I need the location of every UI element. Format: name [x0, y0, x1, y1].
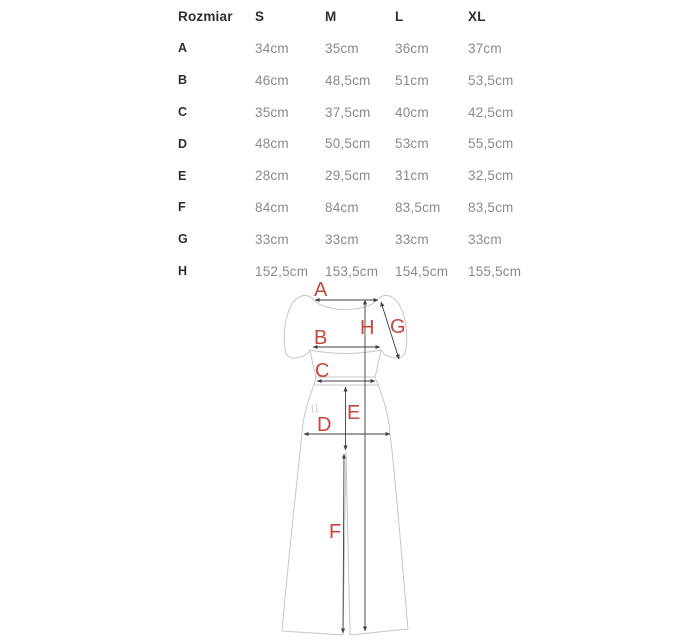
left-puff-sleeve	[284, 295, 313, 358]
cell-l: 33cm	[395, 231, 429, 247]
cell-xl: 37cm	[468, 40, 502, 56]
row-label: C	[178, 105, 188, 120]
column-header-xl: XL	[468, 9, 486, 25]
measurement-labels	[314, 279, 406, 543]
table-row-a	[178, 33, 548, 65]
cell-xl: 32,5cm	[468, 168, 514, 184]
table-row-b	[178, 65, 548, 97]
measure-label-h: H	[360, 317, 375, 339]
cell-s: 33cm	[255, 231, 289, 247]
column-header-rozmiar: Rozmiar	[178, 9, 233, 25]
wide-leg-pants	[282, 385, 408, 635]
cell-l: 83,5cm	[395, 199, 441, 215]
row-label: D	[178, 136, 188, 151]
table-row-d	[178, 128, 548, 160]
cell-l: 53cm	[395, 136, 429, 152]
measure-label-d: D	[317, 414, 332, 436]
table-row-c	[178, 96, 548, 128]
cell-l: 154,5cm	[395, 263, 449, 279]
waist-gather-marks	[312, 404, 317, 413]
cell-m: 48,5cm	[325, 72, 371, 88]
cell-s: 28cm	[255, 168, 289, 184]
cell-l: 51cm	[395, 72, 429, 88]
garment-outline	[282, 295, 408, 635]
cell-xl: 155,5cm	[468, 263, 522, 279]
table-row-f	[178, 192, 548, 224]
cell-m: 35cm	[325, 40, 359, 56]
row-label: A	[178, 41, 188, 56]
underbust-seam	[310, 350, 381, 354]
measure-label-a: A	[314, 279, 328, 301]
table-row-g	[178, 224, 548, 256]
cell-m: 33cm	[325, 231, 359, 247]
cell-m: 37,5cm	[325, 104, 371, 120]
cell-xl: 42,5cm	[468, 104, 514, 120]
cell-m: 84cm	[325, 199, 359, 215]
cell-s: 84cm	[255, 199, 289, 215]
cell-s: 46cm	[255, 72, 289, 88]
cell-xl: 33cm	[468, 231, 502, 247]
cell-m: 50,5cm	[325, 136, 371, 152]
measure-label-b: B	[314, 327, 328, 349]
cell-xl: 53,5cm	[468, 72, 514, 88]
row-label: H	[178, 264, 188, 279]
cell-l: 40cm	[395, 104, 429, 120]
column-header-s: S	[255, 9, 265, 25]
table-row-e	[178, 160, 548, 192]
row-label: E	[178, 168, 187, 183]
row-label: G	[178, 232, 188, 247]
row-label: F	[178, 200, 186, 215]
cell-s: 48cm	[255, 136, 289, 152]
row-label: B	[178, 73, 188, 88]
measure-label-g: G	[390, 316, 406, 338]
cell-l: 31cm	[395, 168, 429, 184]
cell-m: 29,5cm	[325, 168, 371, 184]
cell-s: 152,5cm	[255, 263, 309, 279]
measure-label-f: F	[329, 521, 342, 543]
cell-m: 153,5cm	[325, 263, 379, 279]
measurement-lines	[304, 300, 399, 633]
cell-xl: 55,5cm	[468, 136, 514, 152]
table-header-row	[178, 1, 548, 33]
cell-xl: 83,5cm	[468, 199, 514, 215]
garment-measurement-diagram	[256, 275, 444, 642]
cell-l: 36cm	[395, 40, 429, 56]
measure-label-e: E	[347, 402, 361, 424]
right-bodice-side-seam	[375, 350, 381, 377]
cell-s: 35cm	[255, 104, 289, 120]
size-table	[178, 1, 548, 287]
column-header-m: M	[325, 9, 337, 25]
cell-s: 34cm	[255, 40, 289, 56]
measure-label-c: C	[315, 360, 330, 382]
column-header-l: L	[395, 9, 404, 25]
